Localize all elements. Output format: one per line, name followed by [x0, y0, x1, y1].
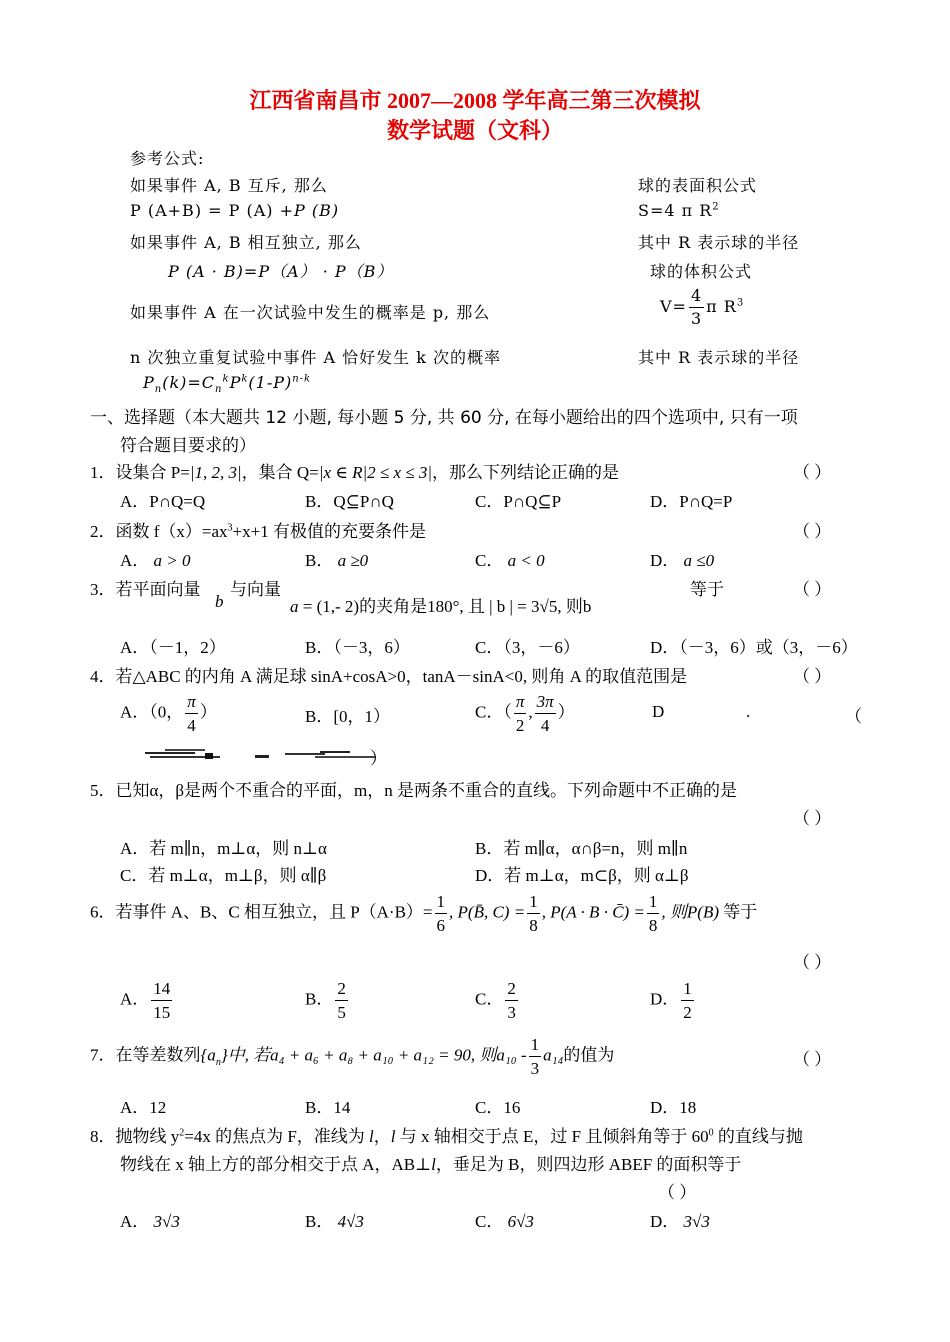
q2-option-b: B． a ≥0 — [305, 551, 369, 570]
q3-option-d: D．（－3，6）或（3，－6） — [650, 638, 858, 657]
q1-option-a: A．P∩Q=Q — [120, 492, 206, 511]
q3-condition: a = (1,- 2)的夹角是180°, 且 | b | = 3√5, 则b — [290, 597, 592, 616]
q4-option-c: C．（ $\frac{\pi}{2}$ , $\frac{3\pi}{4}$ ） — [475, 692, 575, 735]
q5-option-a: A．若 m∥n，m⊥α，则 n⊥α — [120, 839, 327, 858]
q1-option-b: B．Q⊆P∩Q — [305, 492, 394, 511]
q4-option-d-close: ） — [370, 749, 387, 768]
q4-option-d-dot: . — [746, 702, 751, 721]
q8-option-d: D． 3√3 — [650, 1212, 710, 1231]
answer-blank: （ ） — [793, 953, 832, 972]
question-4-stem: 4．若△ABC 的内角 A 满足球 sinA+cosA>0，tanA－sinA<0, 则角 A 的取值范围是 — [90, 667, 688, 686]
question-2-stem: 2．函数 $f(x)=ax^3+x+1$ 有极值的充要条件是 — [90, 522, 426, 541]
question-8-stem: 8．抛物线 $y^2=4x$ 的焦点为 F，准线为 l，l 与 x 轴相交于点 E，过 F 且倾斜角等于 $60^0$ 的直线与抛 — [90, 1127, 803, 1146]
q3-option-b: B．（－3，6） — [305, 638, 410, 657]
q3-stem-mid: 与向量 — [230, 580, 281, 599]
page-title: 江西省南昌市 2007—2008 学年高三第三次模拟 — [249, 88, 701, 113]
formula-indep-text: 如果事件 A, B 相互独立, 那么 — [130, 233, 362, 252]
q8-option-b: B． 4√3 — [305, 1212, 364, 1231]
q7-option-c: C．16 — [475, 1098, 521, 1117]
sphere-area-note: 其中 R 表示球的半径 — [638, 233, 800, 252]
sphere-volume-note: 其中 R 表示球的半径 — [638, 348, 800, 367]
q3-vector-b: b — [215, 592, 224, 611]
q3-stem-end: 等于 — [690, 580, 724, 599]
q6-option-d: D． $\frac{1}{2}$ — [650, 979, 692, 1022]
q5-option-b: B．若 m∥α，α∩β=n，则 m∥n — [475, 839, 688, 858]
q1-option-c: C．P∩Q⊆P — [475, 492, 562, 511]
question-1-stem: 1．设集合 P=|1, 2, 3|，集合 Q=|x ∈ R|2 ≤ x ≤ 3|，那么下列结论正确的是 — [90, 463, 620, 482]
section-heading-cont: 符合题目要求的） — [120, 436, 256, 456]
q6-option-c: C． $\frac{2}{3}$ — [475, 979, 516, 1022]
sphere-volume-heading: 球的体积公式 — [650, 262, 753, 281]
formula-mutex: P (A+B) = P (A) +P (B) — [130, 201, 340, 220]
question-8-stem-cont: 物线在 x 轴上方的部分相交于点 A，AB⊥l，垂足为 B，则四边形 ABEF 的面积等于 — [120, 1155, 742, 1174]
answer-blank: （ ） — [793, 667, 832, 686]
question-7-stem: 7．在等差数列$\{a_n\}$中, 若a₄ + a₆ + a₈ + a₁₀ + a₁₂ = 90, 则a₁₀ - $\frac{1}{3}$ a₁₄的值为 — [90, 1035, 615, 1078]
q2-option-c: C． a < 0 — [475, 551, 545, 570]
q4-option-d: D — [652, 702, 665, 721]
answer-blank: （ ） — [658, 1183, 697, 1202]
formula-mutex-text: 如果事件 A, B 互斥, 那么 — [130, 176, 328, 195]
q7-option-a: A．12 — [120, 1098, 167, 1117]
answer-blank: （ ） — [793, 463, 832, 482]
garbled-formula-image — [145, 747, 385, 761]
q8-option-a: A． 3√3 — [120, 1212, 180, 1231]
q4-option-b: B．[0，1） — [305, 707, 390, 726]
formulas-heading: 参考公式: — [130, 149, 205, 168]
q3-option-c: C．（3，－6） — [475, 638, 580, 657]
q2-option-d: D． a ≤0 — [650, 551, 715, 570]
sphere-area-heading: 球的表面积公式 — [638, 176, 758, 195]
formula-indep: P (A · B)=P（A） · P（B） — [168, 262, 394, 281]
q6-option-b: B． $\frac{2}{5}$ — [305, 979, 346, 1022]
q8-option-c: C． 6√3 — [475, 1212, 534, 1231]
answer-blank: （ ） — [793, 809, 832, 828]
sphere-area-formula: S=4 π $R^2$ — [638, 201, 720, 220]
question-5-stem: 5．已知α，β是两个不重合的平面，m，n 是两条不重合的直线。下列命题中不正确的是 — [90, 781, 738, 800]
q7-option-b: B．14 — [305, 1098, 351, 1117]
q4-option-a: A．（0， $\frac{\pi}{4}$ ） — [120, 692, 217, 735]
page-subtitle: 数学试题（文科） — [386, 118, 563, 143]
q4-option-d-open: （ — [845, 707, 862, 726]
q6-option-a: A． $\frac{14}{15}$ — [120, 979, 171, 1022]
q3-option-a: A．（－1，2） — [120, 638, 226, 657]
q1-option-d: D．P∩Q=P — [650, 492, 733, 511]
formula-bernoulli-text: n 次独立重复试验中事件 A 恰好发生 k 次的概率 — [130, 348, 501, 367]
q5-option-c: C．若 m⊥α，m⊥β，则 α∥β — [120, 866, 327, 885]
question-6-stem: 6．若事件 A、B、C 相互独立，且 P（A·B）= $\frac{1}{6}$ , P(B̄, C) = $\frac{1}{8}$ , P(A · B · C̄) = $\frac{1}{8}$ , 则P(B) 等于 — [90, 892, 758, 935]
section-heading: 一、选择题（本大题共 12 小题, 每小题 5 分, 共 60 分, 在每小题给出的四个选项中, 只有一项 — [90, 408, 798, 428]
question-3-stem: 3．若平面向量 — [90, 580, 201, 599]
formula-bernoulli: $P_n(k)=C_n^kP^k(1-P)^{n-k}$ — [143, 373, 312, 396]
q2-option-a: A． a > 0 — [120, 551, 191, 570]
answer-blank: （ ） — [793, 522, 832, 541]
answer-blank: （ ） — [793, 580, 832, 599]
formula-prob-text: 如果事件 A 在一次试验中发生的概率是 p, 那么 — [130, 303, 491, 322]
q5-option-d: D．若 m⊥α，m⊂β，则 α⊥β — [475, 866, 689, 885]
answer-blank: （ ） — [793, 1050, 832, 1069]
sphere-volume-formula: V= $\frac{4}{3}$ π $R^3$ — [660, 286, 745, 328]
q7-option-d: D．18 — [650, 1098, 697, 1117]
